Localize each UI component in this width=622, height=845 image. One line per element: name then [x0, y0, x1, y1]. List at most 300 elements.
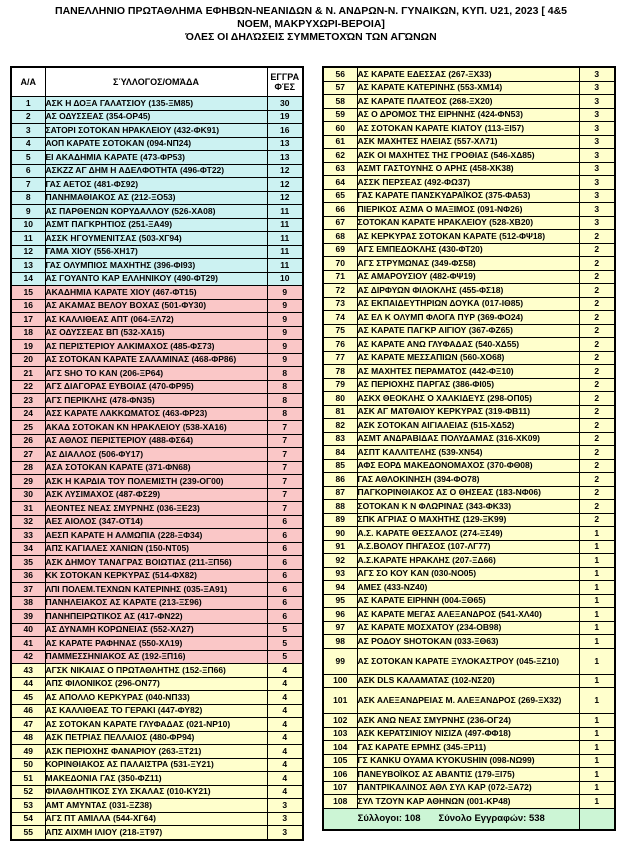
entries-count-cell: 2 [579, 257, 615, 271]
registrations-table-left [10, 66, 304, 841]
entries-count-cell: 1 [579, 608, 615, 622]
table-row [323, 81, 615, 95]
table-row [11, 191, 303, 205]
row-number-cell: 81 [323, 405, 357, 419]
club-name-cell: ΑΚΑΔ ΣΟΤΟΚΑΝ ΚΝ ΗΡΑΚΛΕΙΟΥ (538-ΧΑ16) [45, 421, 267, 435]
club-name-cell: ΑΣΣΚ ΗΓΟΥΜΕΝΙΤΣΑΣ (503-ΧΓ94) [45, 232, 267, 246]
row-number-cell: 14 [11, 272, 45, 286]
club-name-cell: ΓΑΣ ΑΘΛΟΚΙΝΗΣΗ (394-ΦΟ78) [357, 473, 579, 487]
row-number-cell: 61 [323, 135, 357, 149]
club-name-cell: ΑΣ ΟΔΥΣΣΕΑΣ ΒΠ (532-ΧΑ15) [45, 326, 267, 340]
club-name-cell: ΣΟΤΟΚΑΝ Κ Ν ΦΛΩΡΙΝΑΣ (343-ΦΚ33) [357, 500, 579, 514]
table-row [11, 623, 303, 637]
row-number-cell: 12 [11, 245, 45, 259]
table-row [11, 745, 303, 759]
row-number-cell: 107 [323, 781, 357, 795]
entries-count-cell: 1 [579, 714, 615, 728]
row-number-cell: 62 [323, 149, 357, 163]
row-number-cell: 2 [11, 110, 45, 124]
row-number-cell: 18 [11, 326, 45, 340]
entries-count-cell: 5 [267, 623, 303, 637]
club-name-cell: ΠΑΓΚΟΡΙΝΘΙΑΚΟΣ ΑΣ Ο ΘΗΣΕΑΣ (183-ΝΦ06) [357, 486, 579, 500]
table-row [323, 149, 615, 163]
club-name-cell: ΑΣΚ ΠΕΤΡΙΑΣ ΠΕΛΛΑΙΟΣ (480-ΦΡ94) [45, 731, 267, 745]
entries-count-cell: 19 [267, 110, 303, 124]
entries-count-cell: 4 [267, 718, 303, 732]
row-number-cell: 6 [11, 164, 45, 178]
table-row [323, 500, 615, 514]
entries-count-cell: 9 [267, 286, 303, 300]
table-row [323, 554, 615, 568]
club-name-cell: ΑΣ ΣΟΤΟΚΑΝ ΚΑΡΑΤΕ ΣΑΛΑΜΙΝΑΣ (468-ΦΡ86) [45, 353, 267, 367]
row-number-cell: 75 [323, 324, 357, 338]
entries-count-cell: 2 [579, 324, 615, 338]
row-number-cell: 27 [11, 448, 45, 462]
column-header-club: ΣΎΛΛΟΓΟΣ/ΟΜΆΔΑ [45, 67, 267, 97]
left-table-body [11, 97, 303, 840]
table-header-row [11, 67, 303, 97]
row-number-cell: 30 [11, 488, 45, 502]
row-number-cell: 59 [323, 108, 357, 122]
club-name-cell: ΠΑΜΜΕΣΣΗΝΙΑΚΟΣ ΑΣ (192-ΞΠ16) [45, 650, 267, 664]
club-name-cell: ΑΣ ΡΟΔΟΥ SHOTOKAN (033-ΞΘ63) [357, 635, 579, 649]
row-number-cell: 90 [323, 527, 357, 541]
club-name-cell: ΑΜΤ ΑΜΥΝΤΑΣ (031-ΞΖ38) [45, 799, 267, 813]
table-row [11, 502, 303, 516]
table-row [11, 137, 303, 151]
entries-count-cell: 1 [579, 674, 615, 688]
row-number-cell: 54 [11, 812, 45, 826]
table-row [323, 338, 615, 352]
entries-count-cell: 8 [267, 367, 303, 381]
table-row [323, 392, 615, 406]
row-number-cell: 86 [323, 473, 357, 487]
club-name-cell: Α.Σ.ΚΑΡΑΤΕ ΗΡΑΚΛΗΣ (207-ΞΔ66) [357, 554, 579, 568]
club-name-cell: ΠΑΝΤΡΙΚΑΛΙΝΟΣ ΑΘΛ ΣΥΛ ΚΑΡ (072-ΞΑ72) [357, 781, 579, 795]
entries-count-cell: 2 [579, 392, 615, 406]
row-number-cell: 19 [11, 340, 45, 354]
entries-count-cell: 3 [579, 176, 615, 190]
table-row [11, 97, 303, 111]
club-name-cell: ΑΣ ΑΠΟΛΛΟ ΚΕΡΚΥΡΑΣ (040-ΝΠ33) [45, 691, 267, 705]
row-number-cell: 106 [323, 768, 357, 782]
entries-count-cell: 6 [267, 596, 303, 610]
page-title-line1: ΠΑΝΕΛΛΗΝΙΟ ΠΡΩΤΑΘΛΗΜΑ ΕΦΗΒΩΝ-ΝΕΑΝΙΔΩΝ & Ν. ΑΝΔΡΩΝ-Ν. ΓΥΝΑΙΚΩΝ, ΚΥΠ. U21, 2023 [ 4&5 [54, 5, 568, 17]
row-number-cell: 32 [11, 515, 45, 529]
club-name-cell: ΑΣΚ ΜΑΧΗΤΕΣ ΗΛΕΙΑΣ (557-ΧΛ71) [357, 135, 579, 149]
row-number-cell: 47 [11, 718, 45, 732]
club-name-cell: ΑΣΚ ΠΕΡΙΟΧΗΣ ΦΑΝΑΡΙΟΥ (263-ΞΤ21) [45, 745, 267, 759]
row-number-cell: 29 [11, 475, 45, 489]
entries-count-cell: 1 [579, 554, 615, 568]
entries-count-cell: 6 [267, 583, 303, 597]
club-name-cell: ΦΙΛΑΘΛΗΤΙΚΟΣ ΣΥΛ ΣΚΑΛΑΣ (010-ΚΥ21) [45, 785, 267, 799]
club-name-cell: ΑΣ ΔΙΑΛΛΟΣ (506-ΦΥ17) [45, 448, 267, 462]
entries-count-cell: 3 [579, 67, 615, 81]
club-name-cell: ΑΣΚ Η ΚΑΡΔΙΑ ΤΟΥ ΠΟΛΕΜΙΣΤΗ (239-ΟΓ00) [45, 475, 267, 489]
row-number-cell: 39 [11, 610, 45, 624]
club-name-cell: ΠΑΝΕΥΒΟΪΚΟΣ ΑΣ ΑΒΑΝΤΙΣ (179-ΞΙ75) [357, 768, 579, 782]
row-number-cell: 69 [323, 243, 357, 257]
club-name-cell: ΑΣΚ ΑΝΩ ΝΕΑΣ ΣΜΥΡΝΗΣ (236-ΟΓ24) [357, 714, 579, 728]
entries-count-cell: 2 [579, 459, 615, 473]
club-name-cell: ΑΣ ΚΕΡΚΥΡΑΣ ΣΟΤΟΚΑΝ ΚΑΡΑΤΕ (512-ΦΨ18) [357, 230, 579, 244]
table-row [323, 378, 615, 392]
row-number-cell: 73 [323, 297, 357, 311]
row-number-cell: 101 [323, 688, 357, 714]
row-number-cell: 36 [11, 569, 45, 583]
column-header-entries [267, 67, 303, 97]
table-row [11, 178, 303, 192]
club-name-cell: ΑΓΣΚ ΝΙΚΑΙΑΣ Ο ΠΡΩΤΑΘΛΗΤΗΣ (152-ΞΠ66) [45, 664, 267, 678]
club-name-cell: ΑΣ ΚΑΡΑΤΕ ΜΕΣΣΑΠΙΩΝ (560-ΧΟ68) [357, 351, 579, 365]
table-row [11, 475, 303, 489]
entries-count-cell: 7 [267, 421, 303, 435]
club-name-cell: ΠΙΕΡΙΚΟΣ ΑΣΜΑ Ο ΜΑΞΙΜΟΣ (091-ΝΦ26) [357, 203, 579, 217]
club-name-cell: ΛΠΙ ΠΟΛΕΜ.ΤΕΧΝΩΝ ΚΑΤΕΡΙΝΗΣ (035-ΞΑ91) [45, 583, 267, 597]
table-row [11, 826, 303, 840]
row-number-cell: 89 [323, 513, 357, 527]
table-row [11, 259, 303, 273]
table-row [11, 772, 303, 786]
table-row [11, 272, 303, 286]
club-name-cell: ΑΓΣ ΠΕΡΙΚΛΗΣ (478-ΦΝ35) [45, 394, 267, 408]
entries-count-cell: 12 [267, 191, 303, 205]
row-number-cell: 94 [323, 581, 357, 595]
entries-count-cell: 3 [579, 162, 615, 176]
row-number-cell: 40 [11, 623, 45, 637]
club-name-cell: ΑΕΣΠ ΚΑΡΑΤΕ Η ΑΛΜΩΠΙΑ (228-ΞΦ34) [45, 529, 267, 543]
row-number-cell: 74 [323, 311, 357, 325]
club-name-cell: ΑΣ ΚΑΡΑΤΕ ΚΑΤΕΡΙΝΗΣ (553-ΧΜ14) [357, 81, 579, 95]
club-name-cell: ΑΣ ΣΟΤΟΚΑΝ ΚΑΡΑΤΕ ΓΛΥΦΑΔΑΣ (021-ΝΡ10) [45, 718, 267, 732]
entries-count-cell: 3 [267, 799, 303, 813]
row-number-cell: 13 [11, 259, 45, 273]
table-row [323, 513, 615, 527]
club-name-cell: ΠΑΝΗΜΑΘΙΑΚΟΣ ΑΣ (212-ΞΟ53) [45, 191, 267, 205]
club-name-cell: ΑΣ ΣΟΤΟΚΑΝ ΚΑΡΑΤΕ ΞΥΛΟΚΑΣΤΡΟΥ (045-ΞΖ10) [357, 648, 579, 674]
row-number-cell: 58 [323, 95, 357, 109]
row-number-cell: 65 [323, 189, 357, 203]
row-number-cell: 25 [11, 421, 45, 435]
entries-count-cell: 1 [579, 581, 615, 595]
entries-count-cell: 8 [267, 380, 303, 394]
table-row [11, 340, 303, 354]
entries-count-cell: 9 [267, 340, 303, 354]
table-row [11, 799, 303, 813]
row-number-cell: 8 [11, 191, 45, 205]
row-number-cell: 22 [11, 380, 45, 394]
table-row [323, 297, 615, 311]
table-row [11, 542, 303, 556]
table-row [323, 635, 615, 649]
club-name-cell: ΑΣ ΚΑΛΛΙΘΕΑΣ ΤΟ ΓΕΡΑΚΙ (447-ΦΥ82) [45, 704, 267, 718]
row-number-cell: 92 [323, 554, 357, 568]
entries-count-cell: 11 [267, 245, 303, 259]
club-name-cell: ΑΣΚ ΑΓ ΜΑΤΘΑΙΟΥ ΚΕΡΚΥΡΑΣ (319-ΦΒ11) [357, 405, 579, 419]
entries-count-cell: 4 [267, 731, 303, 745]
table-row [11, 326, 303, 340]
table-row [323, 648, 615, 674]
row-number-cell: 60 [323, 122, 357, 136]
entries-count-cell: 1 [579, 567, 615, 581]
club-name-cell: ΑΣΑ ΣΟΤΟΚΑΝ ΚΑΡΑΤΕ (371-ΦΝ68) [45, 461, 267, 475]
entries-count-cell: 3 [579, 108, 615, 122]
row-number-cell: 64 [323, 176, 357, 190]
table-row [323, 795, 615, 809]
entries-count-cell: 8 [267, 394, 303, 408]
entries-count-cell: 1 [579, 527, 615, 541]
club-name-cell: ΚΟΡΙΝΘΙΑΚΟΣ ΑΣ ΠΑΛΑΙΣΤΡΑ (531-ΞΥ21) [45, 758, 267, 772]
entries-count-cell: 2 [579, 378, 615, 392]
row-number-cell: 67 [323, 216, 357, 230]
row-number-cell: 42 [11, 650, 45, 664]
entries-count-cell: 3 [267, 826, 303, 840]
page-subtitle: ΌΛΕΣ ΟΙ ΔΗΛΏΣΕΙΣ ΣΥΜΜΕΤΟΧΏΝ ΤΩΝ ΑΓΏΝΩΝ [185, 31, 437, 43]
entries-count-cell: 7 [267, 488, 303, 502]
row-number-cell: 26 [11, 434, 45, 448]
table-row [323, 714, 615, 728]
club-name-cell: ΑΣ ΑΜΑΡΟΥΣΙΟΥ (482-ΦΨ19) [357, 270, 579, 284]
entries-count-cell: 5 [267, 637, 303, 651]
entries-count-cell: 2 [579, 446, 615, 460]
club-name-cell: ΓΣ KANKU ΟΥΑΜΑ KYOKUSHIN (098-ΝΩ99) [357, 754, 579, 768]
column-header-entries-line1: ΕΓΓΡΑ [270, 71, 300, 82]
row-number-cell: 93 [323, 567, 357, 581]
row-number-cell: 4 [11, 137, 45, 151]
club-name-cell: ΑΣ ΚΑΡΑΤΕ ΜΟΣΧΑΤΟΥ (234-ΟΒ98) [357, 621, 579, 635]
page-header [0, 0, 622, 44]
table-row [11, 691, 303, 705]
row-number-cell: 23 [11, 394, 45, 408]
table-row [11, 151, 303, 165]
entries-count-cell: 5 [267, 650, 303, 664]
entries-count-cell: 2 [579, 311, 615, 325]
entries-count-cell: 9 [267, 313, 303, 327]
row-number-cell: 52 [11, 785, 45, 799]
club-name-cell: ΑΣ Ο ΔΡΟΜΟΣ ΤΗΣ ΕΙΡΗΝΗΣ (424-ΦΝ53) [357, 108, 579, 122]
club-name-cell: ΑΣ ΠΕΡΙΟΧΗΣ ΠΑΡΓΑΣ (386-ΦΙ05) [357, 378, 579, 392]
table-row [323, 446, 615, 460]
club-name-cell: ΑΣΣΚ ΠΕΡΣΕΑΣ (492-ΦΩ37) [357, 176, 579, 190]
row-number-cell: 31 [11, 502, 45, 516]
row-number-cell: 10 [11, 218, 45, 232]
row-number-cell: 71 [323, 270, 357, 284]
row-number-cell: 37 [11, 583, 45, 597]
club-name-cell: ΕΙ ΑΚΑΔΗΜΙΑ ΚΑΡΑΤΕ (473-ΦΡ53) [45, 151, 267, 165]
entries-count-cell: 2 [579, 351, 615, 365]
row-number-cell: 97 [323, 621, 357, 635]
table-row [11, 434, 303, 448]
entries-count-cell: 2 [579, 365, 615, 379]
club-name-cell: ΑΣ ΚΑΡΑΤΕ ΡΑΦΗΝΑΣ (550-ΧΛ19) [45, 637, 267, 651]
table-row [323, 108, 615, 122]
page-title-line2: ΝΟΕΜ, ΜΑΚΡΥΧΩΡΙ-ΒΕΡΟΙΑ] [237, 18, 385, 30]
row-number-cell: 108 [323, 795, 357, 809]
row-number-cell: 105 [323, 754, 357, 768]
row-number-cell: 82 [323, 419, 357, 433]
club-name-cell: ΑΚΑΔΗΜΙΑ ΚΑΡΑΤΕ ΧΙΟΥ (467-ΦΤ15) [45, 286, 267, 300]
club-name-cell: ΑΣΚ ΑΛΕΞΑΝΔΡΕΙΑΣ Μ. ΑΛΕΞΑΝΔΡΟΣ (269-ΞΧ32) [357, 688, 579, 714]
entries-count-cell: 2 [579, 230, 615, 244]
entries-count-cell: 16 [267, 124, 303, 138]
table-row [323, 419, 615, 433]
row-number-cell: 15 [11, 286, 45, 300]
club-name-cell: ΣΟΤΟΚΑΝ ΚΑΡΑΤΕ ΗΡΑΚΛΕΙΟΥ (528-ΧΒ20) [357, 216, 579, 230]
entries-count-cell: 8 [267, 407, 303, 421]
row-number-cell: 84 [323, 446, 357, 460]
club-name-cell: ΑΣ ΓΟΥΑΝΤΟ ΚΑΡ ΕΛΛΗΝΙΚΟΥ (490-ΦΤ29) [45, 272, 267, 286]
table-row [11, 650, 303, 664]
entries-count-cell: 6 [267, 569, 303, 583]
club-name-cell: ΛΕΟΝΤΕΣ ΝΕΑΣ ΣΜΥΡΝΗΣ (036-ΞΕ23) [45, 502, 267, 516]
club-name-cell: ΑΓΣ ΣΟ ΚΟΥ ΚΑΝ (030-ΝΟ05) [357, 567, 579, 581]
table-row [11, 448, 303, 462]
club-name-cell: ΠΑΝΗΠΕΙΡΩΤΙΚΟΣ ΑΣ (417-ΦΝ22) [45, 610, 267, 624]
row-number-cell: 7 [11, 178, 45, 192]
row-number-cell: 80 [323, 392, 357, 406]
table-row [11, 569, 303, 583]
row-number-cell: 55 [11, 826, 45, 840]
row-number-cell: 103 [323, 727, 357, 741]
club-name-cell: ΑΣΚΖΖ ΑΓ ΔΗΜ Η ΑΔΕΛΦΟΤΗΤΑ (496-ΦΤ22) [45, 164, 267, 178]
row-number-cell: 100 [323, 674, 357, 688]
entries-count-cell: 2 [579, 500, 615, 514]
club-name-cell: ΓΑΜΑ ΧΙΟΥ (556-ΧΗ17) [45, 245, 267, 259]
row-number-cell: 41 [11, 637, 45, 651]
table-row [11, 610, 303, 624]
entries-count-cell: 12 [267, 178, 303, 192]
row-number-cell: 17 [11, 313, 45, 327]
club-name-cell: ΑΠΣ ΑΙΧΜΗ ΙΛΙΟΥ (218-ΞΤ97) [45, 826, 267, 840]
table-row [323, 270, 615, 284]
row-number-cell: 16 [11, 299, 45, 313]
entries-count-cell: 1 [579, 594, 615, 608]
club-name-cell: ΑΓΣ SHO TO KAN (206-ΞΡ64) [45, 367, 267, 381]
entries-count-cell: 6 [267, 610, 303, 624]
table-row [11, 299, 303, 313]
row-number-cell: 33 [11, 529, 45, 543]
table-row [11, 718, 303, 732]
club-name-cell: ΣΠΚ ΑΓΡΙΑΣ Ο ΜΑΧΗΤΗΣ (129-ΞΚ99) [357, 513, 579, 527]
table-row [323, 727, 615, 741]
club-name-cell: ΣΥΛ ΤΖΟΥΝ ΚΑΡ ΑΘΗΝΩΝ (001-ΚΡ48) [357, 795, 579, 809]
table-row [11, 529, 303, 543]
table-row [323, 284, 615, 298]
entries-count-cell: 2 [579, 405, 615, 419]
tables-container [10, 66, 616, 841]
entries-count-cell: 13 [267, 151, 303, 165]
entries-count-cell: 4 [267, 677, 303, 691]
row-number-cell: 104 [323, 741, 357, 755]
table-row [323, 768, 615, 782]
club-name-cell: ΑΣ ΔΙΡΦΥΩΝ ΦΙΛΟΚΛΗΣ (455-ΦΣ18) [357, 284, 579, 298]
club-name-cell: ΓΑΣ ΚΑΡΑΤΕ ΕΡΜΗΣ (345-ΞΡ11) [357, 741, 579, 755]
table-row [11, 421, 303, 435]
row-number-cell: 53 [11, 799, 45, 813]
row-number-cell: 88 [323, 500, 357, 514]
table-row [11, 812, 303, 826]
row-number-cell: 57 [323, 81, 357, 95]
summary-clubs-total: Σύλλογοι: 108 [357, 813, 421, 824]
club-name-cell: ΑΣ ΚΑΡΑΤΕ ΠΑΓΚΡ ΑΙΓΙΟΥ (367-ΦΖ65) [357, 324, 579, 338]
entries-count-cell: 2 [579, 432, 615, 446]
club-name-cell: ΑΣ ΑΚΑΜΑΣ ΒΕΛΟΥ ΒΟΧΑΣ (501-ΦΥ30) [45, 299, 267, 313]
table-row [323, 311, 615, 325]
table-row [11, 245, 303, 259]
row-number-cell: 87 [323, 486, 357, 500]
table-row [11, 124, 303, 138]
club-name-cell: ΑΣΚΧ ΘΕΟΚΛΗΣ Ο ΧΑΛΚΙΔΕΥΣ (298-ΟΠ05) [357, 392, 579, 406]
club-name-cell: ΑΦΣ ΕΟΡΔ ΜΑΚΕΔΟΝΟΜΑΧΟΣ (370-ΦΘ08) [357, 459, 579, 473]
table-row [11, 556, 303, 570]
club-name-cell: Α.Σ.ΒΟΛΟΥ ΠΗΓΑΣΟΣ (107-ΛΓ77) [357, 540, 579, 554]
row-number-cell: 83 [323, 432, 357, 446]
table-row [323, 135, 615, 149]
table-row [11, 313, 303, 327]
registrations-table-right [322, 66, 616, 831]
row-number-cell: 96 [323, 608, 357, 622]
row-number-cell: 9 [11, 205, 45, 219]
table-row [11, 353, 303, 367]
table-row [323, 95, 615, 109]
row-number-cell: 49 [11, 745, 45, 759]
entries-count-cell: 4 [267, 772, 303, 786]
table-row [323, 67, 615, 81]
entries-count-cell: 7 [267, 448, 303, 462]
club-name-cell: ΚΚ ΣΟΤΟΚΑΝ ΚΕΡΚΥΡΑΣ (514-ΦΧ82) [45, 569, 267, 583]
table-row [11, 731, 303, 745]
club-name-cell: ΑΣΚ ΟΙ ΜΑΧΗΤΕΣ ΤΗΣ ΓΡΟΘΙΑΣ (546-ΧΔ85) [357, 149, 579, 163]
table-row [323, 527, 615, 541]
row-number-cell: 5 [11, 151, 45, 165]
club-name-cell: ΑΣ ΔΥΝΑΜΗ ΚΟΡΩΝΕΙΑΣ (552-ΧΛ27) [45, 623, 267, 637]
row-number-cell: 95 [323, 594, 357, 608]
entries-count-cell: 2 [579, 338, 615, 352]
club-name-cell: ΑΣ ΚΑΡΑΤΕ ΠΛΑΤΕΟΣ (268-ΞΧ20) [357, 95, 579, 109]
entries-count-cell: 7 [267, 461, 303, 475]
table-row [11, 218, 303, 232]
table-row [323, 621, 615, 635]
club-name-cell: ΑΣΚ ΔΗΜΟΥ ΤΑΝΑΓΡΑΣ ΒΟΙΩΤΙΑΣ (211-ΞΠ56) [45, 556, 267, 570]
entries-count-cell: 1 [579, 754, 615, 768]
entries-count-cell: 1 [579, 768, 615, 782]
table-row [323, 754, 615, 768]
row-number-cell: 21 [11, 367, 45, 381]
table-row [11, 286, 303, 300]
table-row [323, 122, 615, 136]
row-number-cell: 66 [323, 203, 357, 217]
entries-count-cell: 1 [579, 781, 615, 795]
entries-count-cell: 10 [267, 272, 303, 286]
table-row [323, 189, 615, 203]
table-row [323, 216, 615, 230]
table-row [323, 473, 615, 487]
club-name-cell: ΑΣ ΜΑΧΗΤΕΣ ΠΕΡΑΜΑΤΟΣ (442-ΦΞ10) [357, 365, 579, 379]
table-row [11, 758, 303, 772]
table-row [323, 203, 615, 217]
row-number-cell: 98 [323, 635, 357, 649]
club-name-cell: ΑΣΣ ΚΑΡΑΤΕ ΛΑΚΚΩΜΑΤΟΣ (463-ΦΡ23) [45, 407, 267, 421]
club-name-cell: ΑΠΣ ΦΙΛΟΝΙΚΟΣ (296-ΟΝ77) [45, 677, 267, 691]
table-row [11, 488, 303, 502]
entries-count-cell: 12 [267, 164, 303, 178]
table-row [323, 405, 615, 419]
summary-totals-cell [323, 808, 579, 830]
entries-count-cell: 1 [579, 727, 615, 741]
club-name-cell: ΑΠΣ ΚΑΓΙΑΛΕΣ ΧΑΝΙΩΝ (150-ΝΤ05) [45, 542, 267, 556]
club-name-cell: ΑΣΜΤ ΓΑΣΤΟΥΝΗΣ Ο ΑΡΗΣ (458-ΧΚ38) [357, 162, 579, 176]
